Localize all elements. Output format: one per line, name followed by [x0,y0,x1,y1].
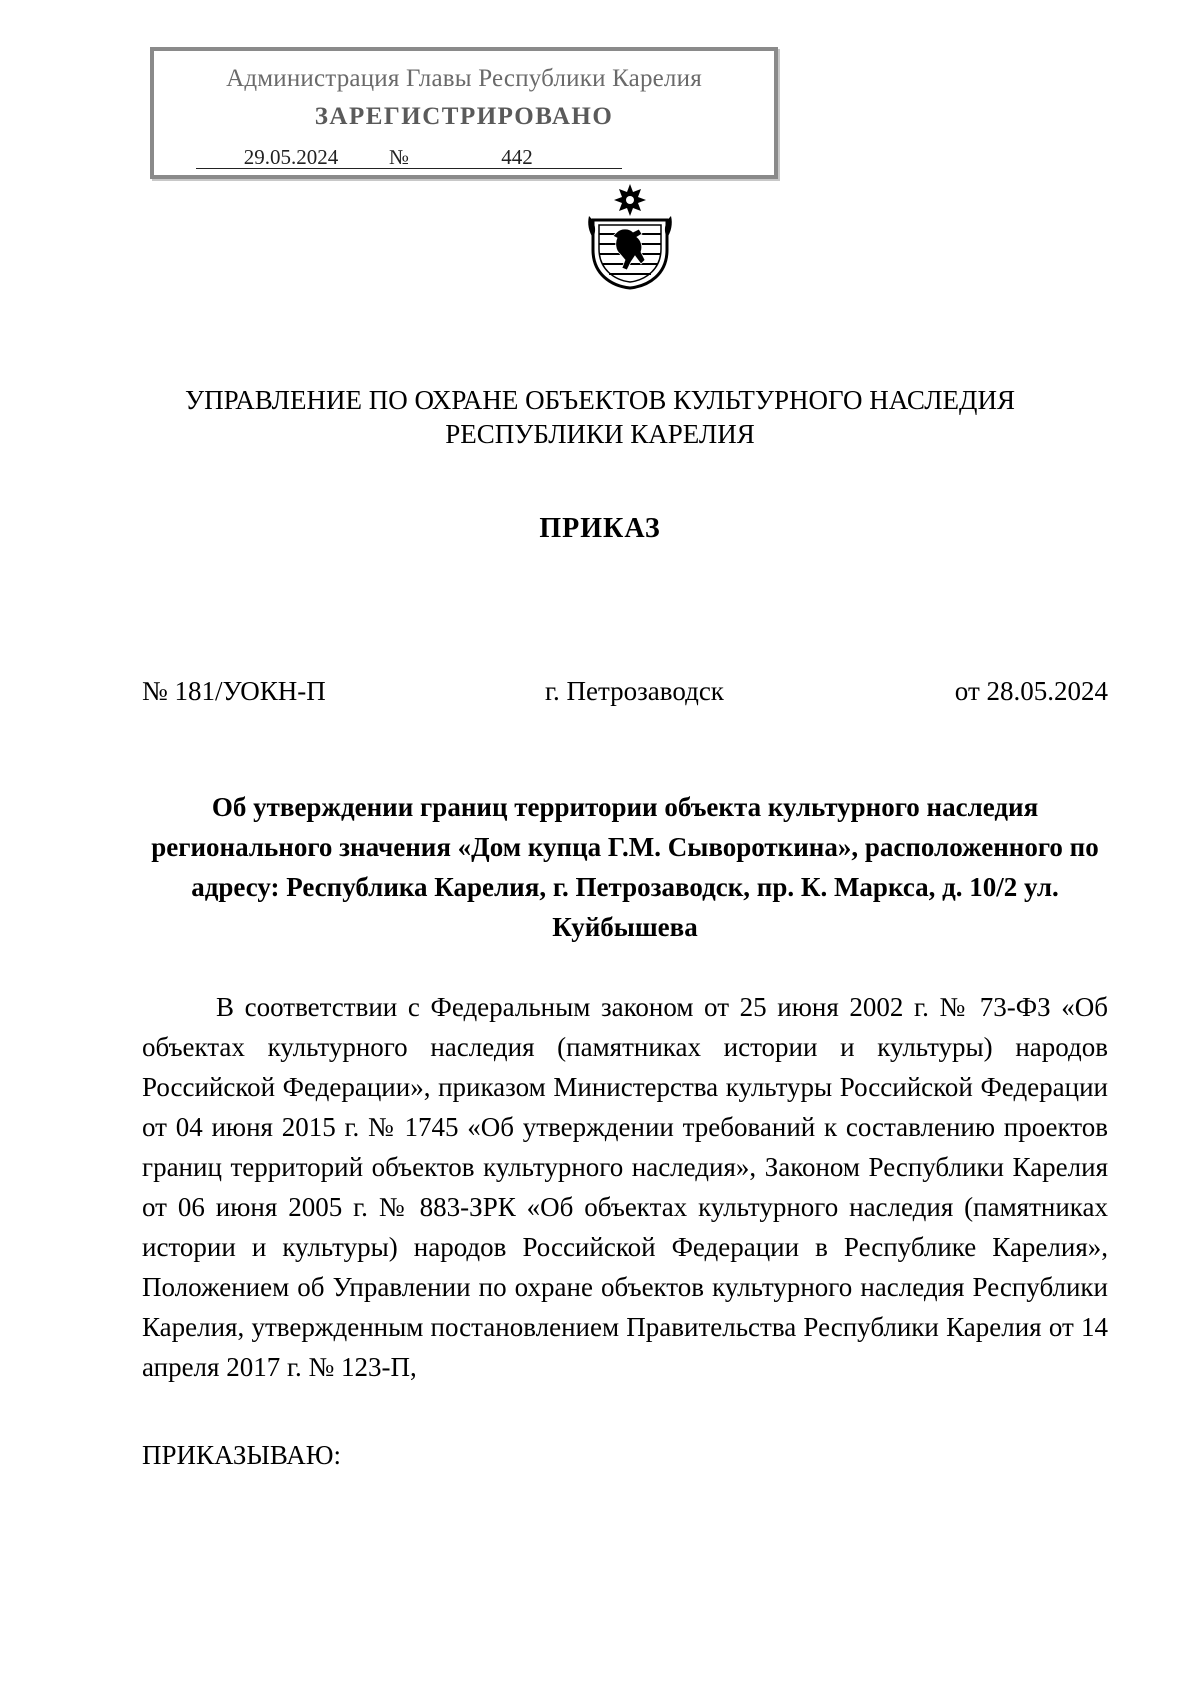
stamp-number: 442 [412,146,622,169]
stamp-date: 29.05.2024 [196,146,386,169]
order-number: № 181/УОКН-П [142,676,326,706]
document-type: ПРИКАЗ [539,513,661,544]
agency-name-line2: РЕСПУБЛИКИ КАРЕЛИЯ [445,419,755,449]
order-subject: Об утверждении границ территории объекта культурного наследия регионального значения «Дом купца Г.М. Сывороткина», расположенного по адресу: Республика Карелия, г. Петрозаводск, пр. К. Маркса, д. 10/2 ул. Куйбышева [151,792,1099,942]
preamble-paragraph: В соответствии с Федеральным законом от 25 июня 2002 г. № 73-ФЗ «Об объектах культурного наследия (памятниках истории и культуры) народов Российской Федерации», приказом Министерства культуры Российской Федерации от 04 июня 2015 г. № 1745 «Об утверждении требований к составлению проектов границ территорий объектов культурного наследия», Законом Республики Карелия от 06 июня 2005 г. № 883-ЗРК «Об объектах культурного наследия (памятниках истории и культуры) народов Российской Федерации в Республике Карелия», Положением об Управлении по охране объектов культурного наследия Республики Карелия, утвержденным постановлением Правительства Республики Карелия от 14 апреля 2017 г. № 123-П, [142,992,1108,1382]
order-preamble [142,987,1108,1387]
order-city: г. Петрозаводск [545,676,724,706]
order-date: от 28.05.2024 [954,676,1108,706]
agency-name-line1: УПРАВЛЕНИЕ ПО ОХРАНЕ ОБЪЕКТОВ КУЛЬТУРНОГО НАСЛЕДИЯ [185,385,1015,415]
registration-stamp [150,47,778,179]
stamp-organization: Администрация Главы Республики Карелия [226,65,702,92]
order-directive-word: ПРИКАЗЫВАЮ: [142,1440,341,1470]
agency-name [150,383,1050,451]
stamp-status: ЗАРЕГИСТРИРОВАНО [314,103,614,130]
karelia-coat-of-arms-icon [587,182,673,290]
stamp-number-label: № [386,146,412,169]
stamp-registration-row [196,145,622,170]
